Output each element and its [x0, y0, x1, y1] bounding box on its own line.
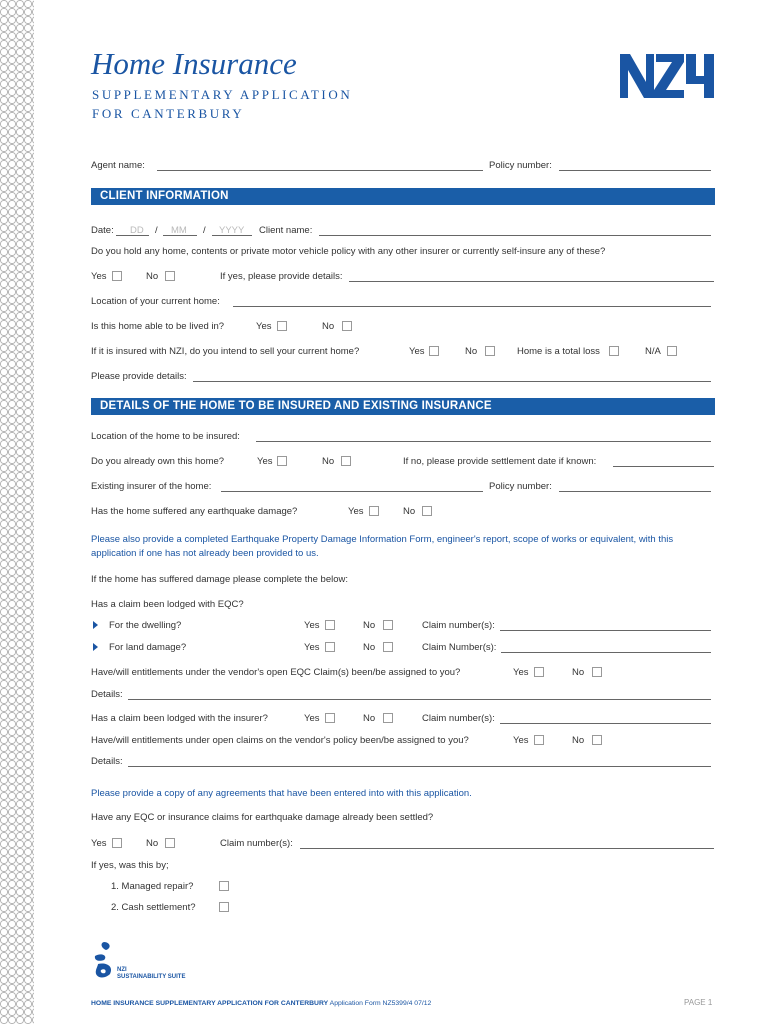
own-home-yes-label: Yes: [257, 456, 273, 467]
entitlements-policy-no-label: No: [572, 735, 585, 746]
land-claim-number-field[interactable]: [501, 652, 711, 653]
managed-repair-label: 1. Managed repair?: [111, 881, 194, 892]
dwelling-claim-number-label: Claim number(s):: [422, 620, 495, 631]
eq-form-note-line-1: Please also provide a completed Earthquake Property Damage Information Form, engineer's report, scope of works or equivalent, with this: [91, 534, 674, 545]
settled-claim-number-label: Claim number(s):: [220, 838, 293, 849]
eq-damage-yes-label: Yes: [348, 506, 364, 517]
other-insurer-yes-label: Yes: [91, 271, 107, 282]
claim-insurer-no-checkbox[interactable]: [383, 713, 393, 723]
entitlements-policy-no-checkbox[interactable]: [592, 735, 602, 745]
location-insured-label: Location of the home to be insured:: [91, 431, 240, 442]
settled-no-checkbox[interactable]: [165, 838, 175, 848]
footer-title: HOME INSURANCE SUPPLEMENTARY APPLICATION FOR CANTERBURY: [91, 1000, 329, 1007]
sell-yes-checkbox[interactable]: [429, 346, 439, 356]
client-name-field[interactable]: [319, 235, 711, 236]
question-lived-in: Is this home able to be lived in?: [91, 321, 225, 332]
footer-form-number: Application Form NZ5399/4 07/12: [328, 1000, 432, 1007]
agent-name-field[interactable]: [157, 170, 483, 171]
question-eqc-claim: Has a claim been lodged with EQC?: [91, 599, 244, 610]
date-slash-2: /: [203, 225, 206, 236]
other-insurer-no-label: No: [146, 271, 159, 282]
page-subtitle: [92, 85, 352, 123]
question-other-insurer: Do you hold any home, contents or private motor vehicle policy with any other insurer or currently self-insure any of these?: [91, 246, 606, 257]
provide-details-field[interactable]: [193, 381, 711, 382]
entitlements-policy-yes-label: Yes: [513, 735, 529, 746]
sustainability-line-2: SUSTAINABILITY SUITE: [117, 974, 186, 980]
subtitle-line-1: SUPPLEMENTARY APPLICATION: [92, 87, 353, 102]
dwelling-claim-number-field[interactable]: [500, 630, 711, 631]
question-eq-damage: Has the home suffered any earthquake damage?: [91, 506, 298, 517]
entitlements-eqc-no-checkbox[interactable]: [592, 667, 602, 677]
eq-damage-no-checkbox[interactable]: [422, 506, 432, 516]
cash-settlement-label: 2. Cash settlement?: [111, 902, 196, 913]
decorative-border-pattern: [0, 0, 34, 1024]
own-home-no-checkbox[interactable]: [341, 456, 351, 466]
page-number: PAGE 1: [684, 998, 713, 1007]
lived-in-no-label: No: [322, 321, 335, 332]
own-home-yes-checkbox[interactable]: [277, 456, 287, 466]
eqc-details-field[interactable]: [128, 699, 711, 700]
land-yes-label: Yes: [304, 642, 320, 653]
date-month-field[interactable]: [163, 235, 197, 236]
date-day-field[interactable]: [116, 235, 149, 236]
question-entitlements-policy: Have/will entitlements under open claims on the vendor's policy been/be assigned to you?: [91, 735, 469, 746]
location-current-home-field[interactable]: [233, 306, 711, 307]
sustainability-line-1: NZI: [117, 967, 127, 973]
eq-damage-yes-checkbox[interactable]: [369, 506, 379, 516]
existing-insurer-label: Existing insurer of the home:: [91, 481, 212, 492]
date-year-placeholder: YYYY: [219, 225, 245, 236]
footer-form-info: [91, 1000, 431, 1007]
settled-yes-checkbox[interactable]: [112, 838, 122, 848]
page-title: Home Insurance: [91, 46, 297, 81]
date-year-field[interactable]: [212, 235, 252, 236]
provide-details-label: Please provide details:: [91, 371, 187, 382]
location-current-home-label: Location of your current home:: [91, 296, 220, 307]
other-insurer-no-checkbox[interactable]: [165, 271, 175, 281]
eq-damage-no-label: No: [403, 506, 416, 517]
question-sell-home: If it is insured with NZI, do you intend to sell your current home?: [91, 346, 360, 357]
sell-yes-label: Yes: [409, 346, 425, 357]
claim-insurer-yes-label: Yes: [304, 713, 320, 724]
lived-in-yes-label: Yes: [256, 321, 272, 332]
date-month-placeholder: MM: [171, 225, 187, 236]
insurer-claim-number-label: Claim number(s):: [422, 713, 495, 724]
managed-repair-checkbox[interactable]: [219, 881, 229, 891]
existing-policy-number-label: Policy number:: [489, 481, 552, 492]
total-loss-label: Home is a total loss: [517, 346, 600, 357]
settlement-date-label: If no, please provide settlement date if known:: [403, 456, 597, 467]
existing-policy-number-field[interactable]: [559, 491, 711, 492]
subtitle-line-2: FOR CANTERBURY: [92, 106, 245, 121]
land-no-label: No: [363, 642, 376, 653]
settled-yes-label: Yes: [91, 838, 107, 849]
for-dwelling-label: For the dwelling?: [109, 620, 182, 631]
bullet-arrow-icon: [93, 621, 98, 629]
policy-details-field[interactable]: [128, 766, 711, 767]
claim-insurer-no-label: No: [363, 713, 376, 724]
if-damage-instruction: If the home has suffered damage please complete the below:: [91, 574, 349, 585]
claim-insurer-yes-checkbox[interactable]: [325, 713, 335, 723]
entitlements-eqc-yes-checkbox[interactable]: [534, 667, 544, 677]
settled-claim-number-field[interactable]: [300, 848, 714, 849]
date-slash-1: /: [155, 225, 158, 236]
other-insurer-details-label: If yes, please provide details:: [220, 271, 343, 282]
dwelling-no-checkbox[interactable]: [383, 620, 393, 630]
policy-number-field[interactable]: [559, 170, 711, 171]
client-information-heading: CLIENT INFORMATION: [91, 188, 715, 205]
policy-details-label: Details:: [91, 756, 123, 767]
other-insurer-yes-checkbox[interactable]: [112, 271, 122, 281]
eqc-details-label: Details:: [91, 689, 123, 700]
total-loss-checkbox[interactable]: [609, 346, 619, 356]
sustainability-leaf-icon: [92, 940, 118, 982]
settled-no-label: No: [146, 838, 159, 849]
dwelling-yes-checkbox[interactable]: [325, 620, 335, 630]
na-label: N/A: [645, 346, 661, 357]
date-label: Date:: [91, 225, 114, 236]
sell-no-checkbox[interactable]: [485, 346, 495, 356]
cash-settlement-checkbox[interactable]: [219, 902, 229, 912]
client-name-label: Client name:: [259, 225, 313, 236]
entitlements-policy-yes-checkbox[interactable]: [534, 735, 544, 745]
own-home-no-label: No: [322, 456, 335, 467]
lived-in-no-checkbox[interactable]: [342, 321, 352, 331]
land-no-checkbox[interactable]: [383, 642, 393, 652]
entitlements-eqc-no-label: No: [572, 667, 585, 678]
settlement-date-field[interactable]: [613, 466, 714, 467]
entitlements-eqc-yes-label: Yes: [513, 667, 529, 678]
land-yes-checkbox[interactable]: [325, 642, 335, 652]
existing-insurer-field[interactable]: [221, 491, 483, 492]
other-insurer-details-field[interactable]: [349, 281, 714, 282]
bullet-arrow-icon: [93, 643, 98, 651]
sell-no-label: No: [465, 346, 478, 357]
for-land-label: For land damage?: [109, 642, 187, 653]
dwelling-yes-label: Yes: [304, 620, 320, 631]
insurer-claim-number-field[interactable]: [500, 723, 711, 724]
na-checkbox[interactable]: [667, 346, 677, 356]
sustainability-text: [117, 967, 185, 981]
lived-in-yes-checkbox[interactable]: [277, 321, 287, 331]
question-own-home: Do you already own this home?: [91, 456, 225, 467]
question-claim-insurer: Has a claim been lodged with the insurer?: [91, 713, 268, 724]
home-details-heading: DETAILS OF THE HOME TO BE INSURED AND EXISTING INSURANCE: [91, 398, 715, 415]
eq-form-note-line-2: application if one has not already been provided to us.: [91, 548, 319, 559]
land-claim-number-label: Claim Number(s):: [422, 642, 497, 653]
question-entitlements-eqc: Have/will entitlements under the vendor's open EQC Claim(s) been/be assigned to you?: [91, 667, 461, 678]
location-insured-field[interactable]: [256, 441, 711, 442]
agreements-note: Please provide a copy of any agreements that have been entered into with this application.: [91, 788, 472, 799]
date-day-placeholder: DD: [130, 225, 144, 236]
nzi-logo: [620, 52, 716, 100]
question-settlement-type: If yes, was this by;: [91, 860, 169, 871]
dwelling-no-label: No: [363, 620, 376, 631]
question-claims-settled: Have any EQC or insurance claims for earthquake damage already been settled?: [91, 812, 434, 823]
policy-number-label: Policy number:: [489, 160, 552, 171]
agent-name-label: Agent name:: [91, 160, 145, 171]
